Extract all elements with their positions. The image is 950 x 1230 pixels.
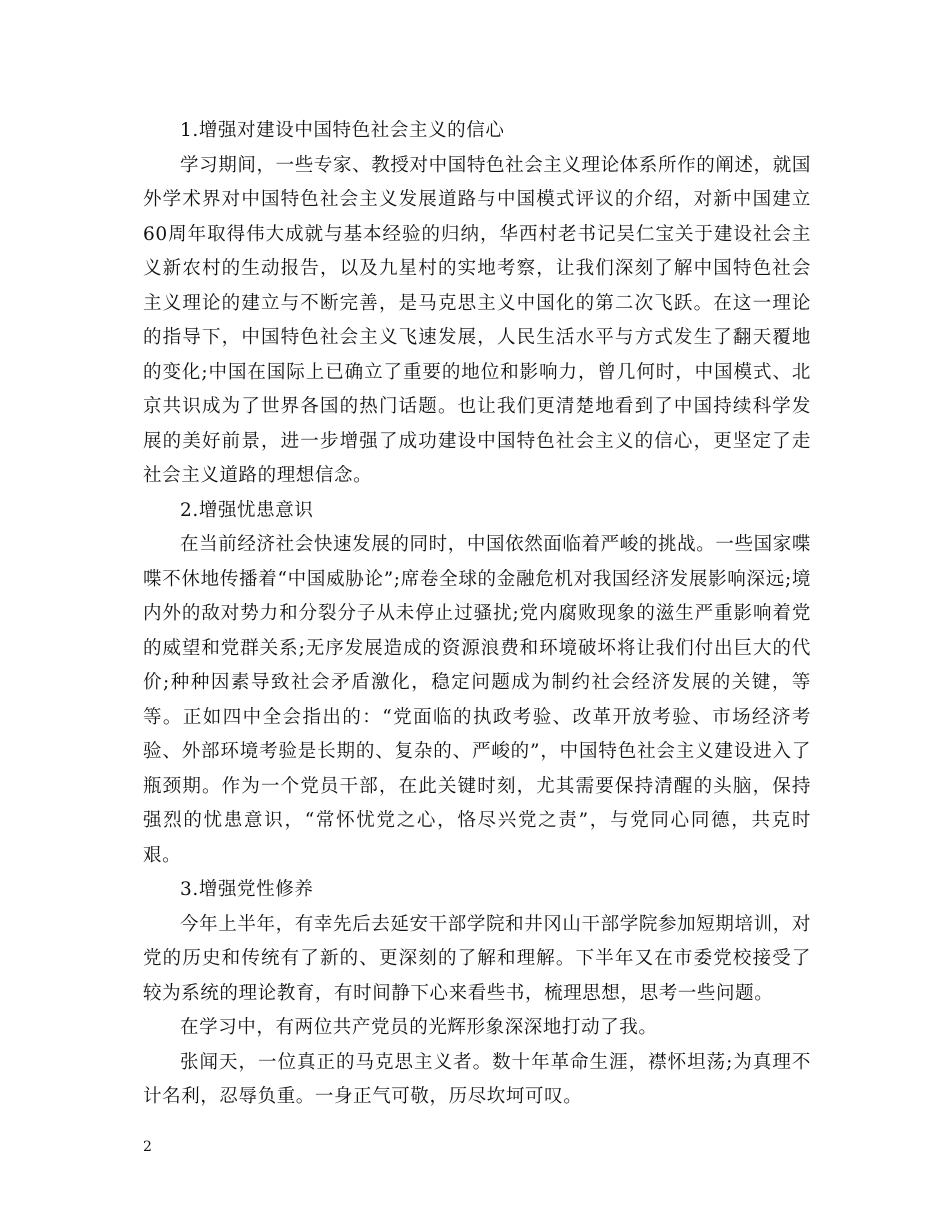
body-paragraph: 张闻天，一位真正的马克思主义者。数十年革命生涯，襟怀坦荡;为真理不计名利，忍辱负重。一身正气可敬，历尽坎坷可叹。 [143,1051,811,1107]
body-paragraph: 在当前经济社会快速发展的同时，中国依然面临着严峻的挑战。一些国家喋喋不休地传播着“中国威胁论”;席卷全球的金融危机对我国经济发展影响深远;境内外的敌对势力和分裂分子从未停止过骚扰;党内腐败现象的滋生严重影响着党的威望和党群关系;无序发展造成的资源浪费和环境破坏将让我们付出巨大的代价;种种因素导致社会矛盾激化，稳定问题成为制约社会经济发展的关键，等等。正如四中全会指出的：“党面临的执政考验、改革开放考验、市场经济考验、外部环境考验是长期的、复杂的、严峻的”，中国特色社会主义建设进入了瓶颈期。作为一个党员干部，在此关键时刻，尤其需要保持清醒的头脑，保持强烈的忧患意识，“常怀忧党之心，恪尽兴党之责”，与党同心同德，共克时艰。 [143,534,811,866]
body-paragraph: 今年上半年，有幸先后去延安干部学院和井冈山干部学院参加短期培训，对党的历史和传统有了新的、更深刻的了解和理解。下半年又在市委党校接受了较为系统的理论教育，有时间静下心来看些书，梳理思想，思考一些问题。 [143,913,811,1004]
section-heading: 1.增强对建设中国特色社会主义的信心 [180,120,505,141]
page-number: 2 [143,1139,152,1155]
section-heading: 3.增强党性修养 [180,879,314,900]
body-paragraph: 在学习中，有两位共产党员的光辉形象深深地打动了我。 [180,1017,658,1038]
body-paragraph: 学习期间，一些专家、教授对中国特色社会主义理论体系所作的阐述，就国外学术界对中国特色社会主义发展道路与中国模式评议的介绍，对新中国建立60周年取得伟大成就与基本经验的归纳，华西村老书记吴仁宝关于建设社会主义新农村的生动报告，以及九星村的实地考察，让我们深刻了解中国特色社会主义理论的建立与不断完善，是马克思主义中国化的第二次飞跃。在这一理论的指导下，中国特色社会主义飞速发展，人民生活水平与方式发生了翻天覆地的变化;中国在国际上已确立了重要的地位和影响力，曾几何时，中国模式、北京共识成为了世界各国的热门话题。也让我们更清楚地看到了中国持续科学发展的美好前景，进一步增强了成功建设中国特色社会主义的信心，更坚定了走社会主义道路的理想信念。 [143,154,811,486]
section-heading: 2.增强忧患意识 [180,499,314,521]
document-body [143,114,811,1115]
